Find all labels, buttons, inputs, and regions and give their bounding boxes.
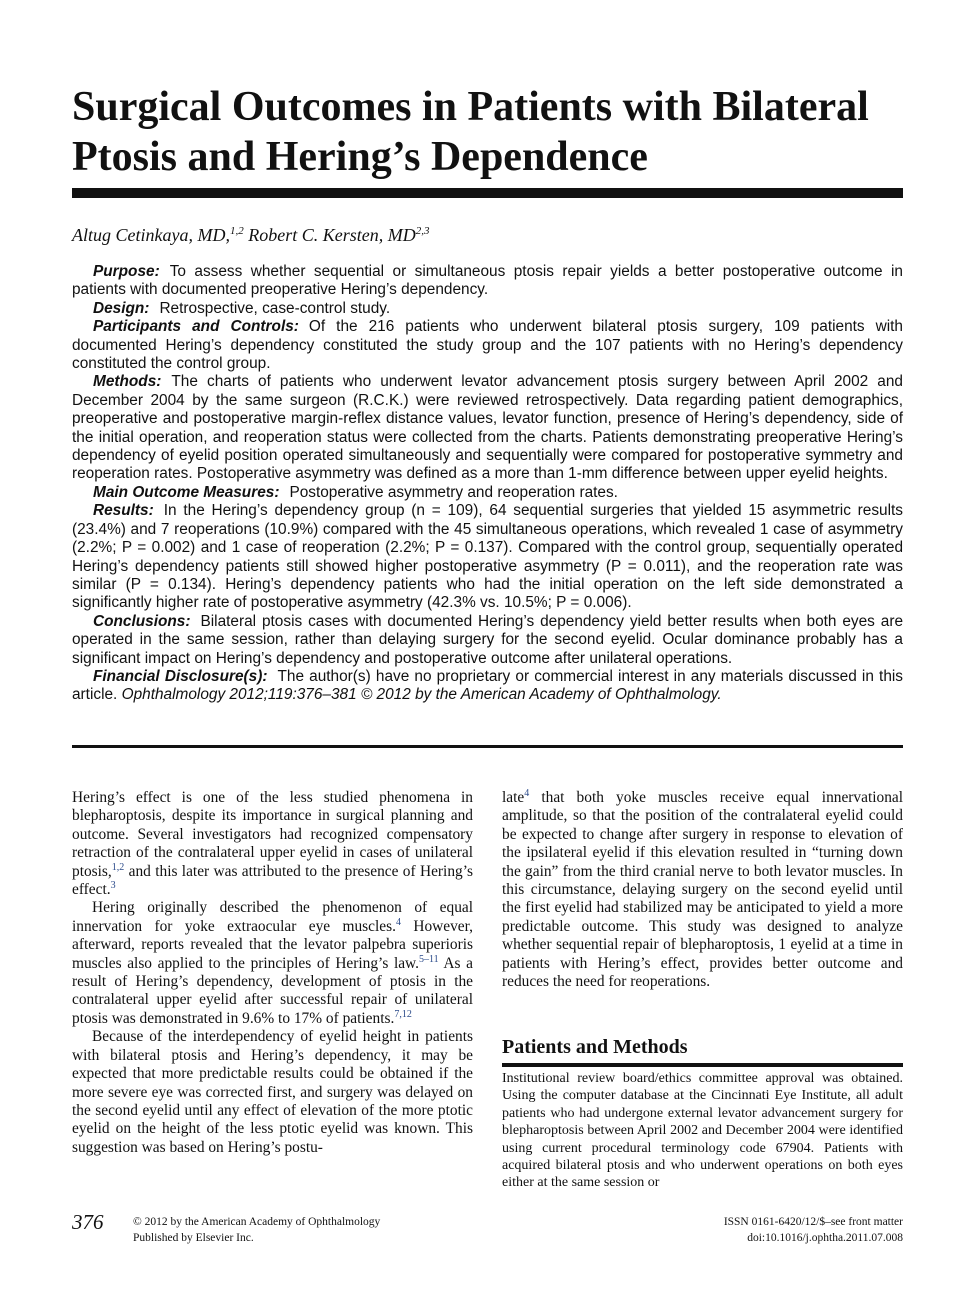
abstract-disclosure: [72, 668, 903, 705]
author-name: Robert C. Kersten, MD: [243, 225, 416, 245]
reference-link[interactable]: 1,2: [111, 861, 125, 873]
author-list: [72, 219, 429, 247]
reference-link[interactable]: 4: [524, 787, 530, 799]
body-text: Hering originally described the phenomenon of equal innervation for yoke extraocular eye muscles.: [72, 899, 473, 935]
abstract-text: In the Hering’s dependency group (n = 109), 64 sequential surgeries that yielded 15 asymmetric results (23.4%) and 7 reoperations (10.9%) compared with the 45 simultaneous operations, which revealed 1 case of asymmetry (2.2%; P = 0.002) and 1 case of reoperation (2.2%; P = 0.137). Compared with the control group, sequentially operated Hering’s dependency patients still showed higher postoperative asymmetry (P = 0.011), and the reoperation rate was similar (P = 0.134). Hering’s dependency patients who had the initial operation on the left side demonstrated a significantly higher rate of postoperative asymmetry (42.3% vs. 10.5%; P = 0.006).: [72, 502, 903, 612]
abstract-label: Financial Disclosure(s):: [93, 667, 268, 685]
abstract-label: Main Outcome Measures:: [93, 483, 280, 501]
abstract-label: Design:: [93, 299, 150, 317]
footer-copyright: [133, 1214, 380, 1246]
abstract-results: [72, 502, 903, 612]
abstract-participants: [72, 318, 903, 373]
reference-link[interactable]: 4: [395, 916, 401, 928]
reference-link[interactable]: 5–11: [419, 953, 439, 965]
body-paragraph: Because of the interdependency of eyelid height in patients with bilateral ptosis and Hering’s dependency, it may be expected that more predictable results could be obtained if the more severe eye was corrected first, and surgery was delayed on the second eyelid until any effect of elevation of the more ptotic eyelid on the height of the less ptotic eyelid was known. This suggestion was based on Hering’s postu-: [72, 1028, 473, 1156]
reference-link[interactable]: 3: [110, 879, 116, 891]
abstract-purpose: [72, 263, 903, 300]
page-number: 376: [72, 1210, 104, 1234]
title-line-2: Ptosis and Hering’s Dependence: [72, 134, 648, 180]
body-text: As a result of Hering’s dependency, development of ptosis in the contralateral upper eyelid after successful repair of unilateral ptosis was demonstrated in 9.6% to 17% of patients.: [72, 954, 473, 1027]
abstract-text: Postoperative asymmetry and reoperation rates.: [289, 483, 618, 501]
body-text: However, afterward, reports revealed that the levator palpebra superioris muscles also applied to the principles of Hering’s law.: [72, 917, 473, 972]
methods-paragraph: Institutional review board/ethics committee approval was obtained. Using the computer database at the Cincinnati Eye Institute, all adult patients who had undergone external levator advancement surgery for blepharoptosis between April 2002 and December 2004 were identified using current procedural terminology code 67904. Patients with acquired bilateral ptosis and who underwent operations on both eyes either at the same session or: [502, 1071, 903, 1191]
abstract-label: Methods:: [93, 373, 162, 391]
body-paragraph: [502, 789, 903, 991]
publisher-line: Published by Elsevier Inc.: [133, 1232, 254, 1244]
issn-line: ISSN 0161-6420/12/$–see front matter: [723, 1216, 903, 1228]
abstract-label: Participants and Controls:: [93, 318, 299, 336]
author-affiliation: 1,2: [229, 225, 244, 237]
body-text: and this later was attributed to the presence of Hering’s effect.: [72, 862, 473, 899]
abstract-outcome-measures: [72, 484, 903, 502]
abstract-methods: [72, 373, 903, 483]
title-rule: [72, 188, 903, 198]
abstract-label: Purpose:: [93, 263, 160, 280]
body-column-right: [502, 789, 903, 991]
abstract-label: Conclusions:: [93, 612, 191, 630]
copyright-line: © 2012 by the American Academy of Ophthalmology: [133, 1216, 381, 1228]
abstract-text: The charts of patients who underwent levator advancement ptosis surgery between April 2002 and December 2004 by the same surgeon (R.C.K.) were reviewed retrospectively. Data regarding patient demographics, preoperative and postoperative margin-reflex distance values, levator function, presence of Hering’s dependency, side of the initial operation, and reoperation status were collected from the charts. Patients demonstrating preoperative Hering’s dependency of eyelid position operated simultaneously and sequentially were compared for postoperative symmetry and reoperation rates. Postoperative asymmetry was defined as a more than 1-mm difference between upper eyelid heights.: [72, 373, 903, 483]
body-paragraph: [72, 899, 473, 1028]
body-text: Hering’s effect is one of the less studied phenomena in blepharoptosis, despite its importance in surgical planning and outcome. Several investigators had recognized compensatory retraction of the contralateral upper eyelid in cases of unilateral ptosis,: [72, 789, 473, 880]
abstract-design: [72, 300, 903, 318]
body-text: late: [502, 789, 525, 806]
doi-link[interactable]: doi:10.1016/j.ophtha.2011.07.008: [747, 1232, 903, 1244]
abstract-text: The author(s) have no proprietary or commercial interest in any materials discussed in this article.: [72, 667, 903, 704]
abstract-label: Results:: [93, 502, 154, 520]
body-column-left: [72, 789, 473, 1157]
abstract-text: Bilateral ptosis cases with documented Hering’s dependency yield better results when both eyes are operated in the same session, rather than delaying surgery for the second eyelid. Ocular dominance probably has a significant impact on Hering’s dependency and postoperative outcome after unilateral operations.: [72, 612, 903, 667]
abstract-text: To assess whether sequential or simultaneous ptosis repair yields a better postoperative outcome in patients with documented preoperative Hering’s dependency.: [72, 263, 903, 299]
abstract-rule: [72, 745, 903, 748]
abstract-text: Retrospective, case-control study.: [159, 299, 391, 317]
reference-link[interactable]: 7,12: [394, 1008, 412, 1020]
title-line-1: Surgical Outcomes in Patients with Bilateral: [72, 84, 869, 130]
author-name: Altug Cetinkaya, MD,: [72, 225, 230, 245]
abstract-text: Of the 216 patients who underwent bilateral ptosis surgery, 109 patients with documented Hering’s dependency constituted the study group and the 107 patients with no Hering’s dependency constituted the control group.: [72, 318, 903, 373]
body-text: that both yoke muscles receive equal innervational amplitude, so that the position of the contralateral eyelid could be expected to change after surgery in response to elevation of the ipsilateral eyelid if this elevation resulted in “turning down the gain” from the third cranial nerve to both levator muscles. In this circumstance, delaying surgery on the second eyelid until the first eyelid had stabilized may be anticipated to yield a more predictable outcome. This study was designed to analyze whether sequential repair of blepharoptosis, 1 eyelid at a time in patients with Hering’s effect, provides better outcome and reduces the need for reoperations.: [502, 789, 903, 991]
section-heading: Patients and Methods: [502, 1036, 688, 1058]
abstract: [72, 263, 903, 705]
abstract-conclusions: [72, 613, 903, 668]
footer-identifiers: [724, 1214, 903, 1246]
journal-citation: Ophthalmology 2012;119:376–381 © 2012 by the American Academy of Ophthalmology.: [121, 686, 722, 704]
article-title: [72, 82, 912, 182]
author-affiliation: 2,3: [415, 225, 430, 237]
section-rule: [502, 1063, 903, 1067]
body-paragraph: [72, 789, 473, 899]
